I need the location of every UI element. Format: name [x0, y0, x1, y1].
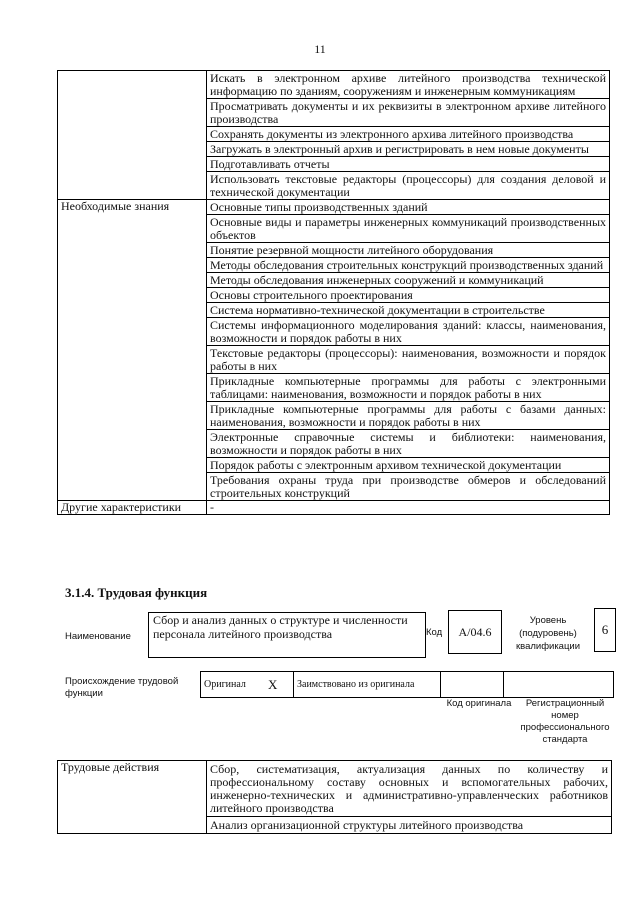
reg-number-label: Регистрационный номер профессионального стандарта [520, 698, 610, 745]
level-label: Уровень (подуровень) квалификации [515, 615, 581, 652]
actions-items-cell [207, 761, 612, 834]
level-value: 6 [594, 608, 616, 652]
original-mark: X [265, 672, 294, 698]
skill-item: Просматривать документы и их реквизиты в электронном архиве литейного производства [207, 99, 609, 127]
requirements-table [57, 70, 610, 515]
borrowed-label: Заимствовано из оригинала [294, 672, 441, 698]
knowledge-item: Требования охраны труда при производстве обмеров и обследований строительных конструкций [210, 473, 606, 500]
knowledge-item: Порядок работы с электронным архивом технической документации [207, 458, 609, 473]
page-number: 11 [314, 42, 326, 56]
section-title: 3.1.4. Трудовая функция [65, 585, 208, 600]
knowledge-item: Прикладные компьютерные программы для работы с электронными таблицами: наименования, возможности и порядок работы в них [207, 374, 609, 402]
name-label: Наименование [65, 631, 131, 642]
code-label: Код [426, 627, 443, 638]
knowledge-item: Основные типы производственных зданий [207, 200, 609, 215]
knowledge-item: Система нормативно-технической документации в строительстве [207, 303, 609, 318]
origin-table [200, 671, 614, 698]
skill-item: Искать в электронном архиве литейного производства технической информацию по зданиям, сооружениям и инженерным коммуникациям [207, 71, 609, 99]
other-row [58, 501, 610, 515]
skills-label-cell [58, 71, 207, 200]
knowledge-item: Основные виды и параметры инженерных коммуникаций производственных объектов [207, 215, 609, 243]
action-item: Сбор, систематизация, актуализация данных по количеству и профессиональному составу основных и вспомогательных рабочих, инженерно-технических и административно-управленческих работников литейного производства [207, 761, 611, 817]
actions-table [57, 760, 612, 834]
knowledge-item: Текстовые редакторы (процессоры): наименования, возможности и порядок работы в них [207, 346, 609, 374]
knowledge-item: Методы обследования строительных конструкций производственных зданий [207, 258, 609, 273]
original-label: Оригинал [201, 672, 266, 698]
skills-items-cell [207, 71, 610, 200]
name-value: Сбор и анализ данных о структуре и численности персонала литейного производства [148, 612, 426, 658]
knowledge-item: Понятие резервной мощности литейного оборудования [207, 243, 609, 258]
skills-row [58, 71, 610, 200]
knowledge-item: Системы информационного моделирования зданий: классы, наименования, возможности и порядок работы в них [207, 318, 609, 346]
code-value: A/04.6 [448, 610, 502, 654]
skill-item: Загружать в электронный архив и регистрировать в нем новые документы [207, 142, 609, 157]
original-code-label: Код оригинала [446, 698, 512, 709]
knowledge-item: Методы обследования инженерных сооружений и коммуникаций [207, 273, 609, 288]
knowledge-row [58, 200, 610, 501]
knowledge-item: Основы строительного проектирования [207, 288, 609, 303]
knowledge-items-cell [207, 200, 610, 501]
knowledge-item: Электронные справочные системы и библиотеки: наименования, возможности и порядок работы в них [207, 430, 609, 458]
reg-number-cell [504, 672, 614, 698]
action-item: Анализ организационной структуры литейного производства [210, 818, 524, 832]
actions-label: Трудовые действия [58, 761, 207, 834]
skill-item: Подготавливать отчеты [207, 157, 609, 172]
knowledge-label: Необходимые знания [58, 200, 207, 501]
skill-item: Сохранять документы из электронного архива литейного производства [207, 127, 609, 142]
other-label: Другие характеристики [58, 501, 207, 515]
other-value: - [207, 501, 610, 515]
original-code-cell [441, 672, 504, 698]
skill-item: Использовать текстовые редакторы (процессоры) для создания деловой и технической документации [210, 172, 606, 199]
knowledge-item: Прикладные компьютерные программы для работы с базами данных: наименования, возможности и порядок работы в них [207, 402, 609, 430]
origin-label: Происхождение трудовой функции [65, 676, 179, 699]
